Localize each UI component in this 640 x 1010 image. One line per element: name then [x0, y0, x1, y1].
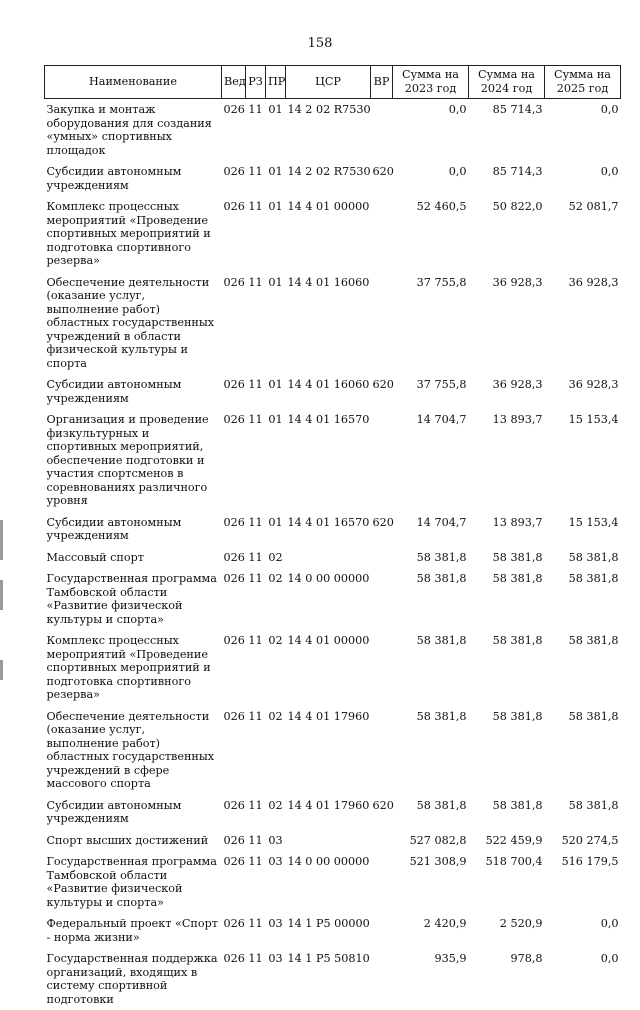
header-ved: Вед [222, 66, 246, 99]
row-rz: 11 [246, 99, 266, 162]
row-name: Спорт высших достижений [45, 830, 222, 852]
table-row [45, 795, 621, 830]
row-sum-2023: 14 704,7 [393, 512, 469, 547]
row-name: Субсидии автономным учреждениям [45, 374, 222, 409]
row-sum-2025: 0,0 [545, 99, 621, 162]
row-pr: 03 [266, 913, 286, 948]
row-sum-2025: 58 381,8 [545, 547, 621, 569]
row-sum-2024: 13 893,7 [469, 409, 545, 512]
row-vr [371, 913, 393, 948]
row-sum-2023: 52 460,5 [393, 196, 469, 272]
row-pr: 01 [266, 272, 286, 375]
row-sum-2024: 58 381,8 [469, 547, 545, 569]
margin-scan-mark [0, 660, 3, 680]
row-rz: 11 [246, 913, 266, 948]
row-name: Субсидии автономным учреждениям [45, 161, 222, 196]
table-row [45, 196, 621, 272]
row-ved: 026 [222, 913, 246, 948]
row-ved: 026 [222, 795, 246, 830]
row-sum-2024: 58 381,8 [469, 706, 545, 795]
row-sum-2025: 0,0 [545, 161, 621, 196]
row-sum-2023: 37 755,8 [393, 272, 469, 375]
row-csr: 14 4 01 16060 [286, 272, 371, 375]
header-csr: ЦСР [286, 66, 371, 99]
table-row [45, 161, 621, 196]
row-csr [286, 830, 371, 852]
table-row [45, 99, 621, 162]
row-vr [371, 851, 393, 913]
row-name: Государственная поддержка организаций, входящих в систему спортивной подготовки [45, 948, 222, 1010]
row-sum-2025: 15 153,4 [545, 409, 621, 512]
row-csr: 14 0 00 00000 [286, 568, 371, 630]
row-csr: 14 4 01 17960 [286, 706, 371, 795]
table-header-row [45, 66, 621, 99]
row-csr [286, 547, 371, 569]
row-vr [371, 630, 393, 706]
row-name: Закупка и монтаж оборудования для создания «умных» спортивных площадок [45, 99, 222, 162]
row-sum-2023: 58 381,8 [393, 568, 469, 630]
row-pr: 02 [266, 630, 286, 706]
row-sum-2025: 58 381,8 [545, 630, 621, 706]
row-sum-2023: 521 308,9 [393, 851, 469, 913]
row-sum-2025: 516 179,5 [545, 851, 621, 913]
table-row [45, 568, 621, 630]
row-sum-2023: 58 381,8 [393, 795, 469, 830]
table-row [45, 830, 621, 852]
table-row [45, 547, 621, 569]
row-sum-2024: 522 459,9 [469, 830, 545, 852]
row-name: Обеспечение деятельности (оказание услуг, выполнение работ) областных государственных учреждений в области физической культуры и спорта [45, 272, 222, 375]
row-ved: 026 [222, 196, 246, 272]
row-rz: 11 [246, 409, 266, 512]
table-row [45, 630, 621, 706]
row-rz: 11 [246, 547, 266, 569]
row-csr: 14 1 P5 50810 [286, 948, 371, 1010]
row-vr [371, 948, 393, 1010]
row-sum-2024: 978,8 [469, 948, 545, 1010]
table-row [45, 948, 621, 1010]
row-ved: 026 [222, 99, 246, 162]
header-sum-2023: Сумма на 2023 год [393, 66, 469, 99]
row-vr [371, 196, 393, 272]
row-sum-2023: 58 381,8 [393, 630, 469, 706]
row-vr [371, 547, 393, 569]
row-name: Субсидии автономным учреждениям [45, 512, 222, 547]
row-sum-2025: 520 274,5 [545, 830, 621, 852]
row-sum-2023: 58 381,8 [393, 706, 469, 795]
table-row [45, 851, 621, 913]
row-pr: 01 [266, 374, 286, 409]
row-sum-2025: 0,0 [545, 948, 621, 1010]
row-ved: 026 [222, 830, 246, 852]
row-sum-2023: 2 420,9 [393, 913, 469, 948]
row-rz: 11 [246, 948, 266, 1010]
row-rz: 11 [246, 196, 266, 272]
table-row [45, 512, 621, 547]
row-csr: 14 2 02 R7530 [286, 99, 371, 162]
row-sum-2025: 58 381,8 [545, 706, 621, 795]
row-ved: 026 [222, 568, 246, 630]
row-vr [371, 706, 393, 795]
row-vr [371, 99, 393, 162]
row-sum-2023: 14 704,7 [393, 409, 469, 512]
row-name: Государственная программа Тамбовской области «Развитие физической культуры и спорта» [45, 851, 222, 913]
header-sum-2025: Сумма на 2025 год [545, 66, 621, 99]
row-sum-2024: 58 381,8 [469, 630, 545, 706]
row-sum-2023: 0,0 [393, 99, 469, 162]
row-ved: 026 [222, 630, 246, 706]
row-rz: 11 [246, 161, 266, 196]
row-vr [371, 830, 393, 852]
row-sum-2023: 58 381,8 [393, 547, 469, 569]
row-sum-2024: 2 520,9 [469, 913, 545, 948]
row-sum-2024: 85 714,3 [469, 161, 545, 196]
row-rz: 11 [246, 795, 266, 830]
table-row [45, 706, 621, 795]
row-sum-2025: 58 381,8 [545, 795, 621, 830]
row-rz: 11 [246, 512, 266, 547]
row-vr [371, 568, 393, 630]
row-pr: 01 [266, 161, 286, 196]
row-sum-2024: 58 381,8 [469, 568, 545, 630]
row-pr: 01 [266, 409, 286, 512]
row-pr: 01 [266, 196, 286, 272]
row-sum-2023: 0,0 [393, 161, 469, 196]
header-vr: ВР [371, 66, 393, 99]
row-vr [371, 272, 393, 375]
row-name: Федеральный проект «Спорт - норма жизни» [45, 913, 222, 948]
row-rz: 11 [246, 706, 266, 795]
row-pr: 02 [266, 706, 286, 795]
row-vr: 620 [371, 512, 393, 547]
table-row [45, 272, 621, 375]
row-ved: 026 [222, 948, 246, 1010]
header-rz: РЗ [246, 66, 266, 99]
row-pr: 03 [266, 948, 286, 1010]
table-row [45, 913, 621, 948]
table-body [45, 99, 621, 1010]
row-name: Массовый спорт [45, 547, 222, 569]
table-row [45, 409, 621, 512]
row-sum-2025: 0,0 [545, 913, 621, 948]
row-rz: 11 [246, 374, 266, 409]
row-csr: 14 1 P5 00000 [286, 913, 371, 948]
row-ved: 026 [222, 409, 246, 512]
row-name: Комплекс процессных мероприятий «Проведение спортивных мероприятий и подготовка спортивного резерва» [45, 630, 222, 706]
row-pr: 02 [266, 795, 286, 830]
row-ved: 026 [222, 161, 246, 196]
margin-scan-mark [0, 580, 3, 610]
row-rz: 11 [246, 630, 266, 706]
budget-table [44, 65, 621, 1010]
row-sum-2025: 15 153,4 [545, 512, 621, 547]
row-pr: 01 [266, 99, 286, 162]
header-name: Наименование [45, 66, 222, 99]
margin-scan-mark [0, 520, 3, 560]
header-sum-2024: Сумма на 2024 год [469, 66, 545, 99]
row-vr: 620 [371, 374, 393, 409]
row-sum-2025: 58 381,8 [545, 568, 621, 630]
row-sum-2023: 37 755,8 [393, 374, 469, 409]
row-sum-2024: 13 893,7 [469, 512, 545, 547]
row-name: Комплекс процессных мероприятий «Проведение спортивных мероприятий и подготовка спортивного резерва» [45, 196, 222, 272]
row-vr: 620 [371, 795, 393, 830]
row-sum-2024: 36 928,3 [469, 374, 545, 409]
row-vr: 620 [371, 161, 393, 196]
row-csr: 14 4 01 17960 [286, 795, 371, 830]
row-ved: 026 [222, 272, 246, 375]
row-csr: 14 4 01 00000 [286, 630, 371, 706]
row-csr: 14 4 01 00000 [286, 196, 371, 272]
row-vr [371, 409, 393, 512]
row-rz: 11 [246, 830, 266, 852]
row-ved: 026 [222, 512, 246, 547]
row-sum-2024: 50 822,0 [469, 196, 545, 272]
row-pr: 02 [266, 568, 286, 630]
row-pr: 03 [266, 851, 286, 913]
row-name: Организация и проведение физкультурных и спортивных мероприятий, обеспечение подготовки и участия спортсменов в соревнованиях различного уровня [45, 409, 222, 512]
row-sum-2025: 36 928,3 [545, 272, 621, 375]
page-number: 158 [0, 36, 640, 51]
row-sum-2025: 52 081,7 [545, 196, 621, 272]
row-csr: 14 0 00 00000 [286, 851, 371, 913]
row-rz: 11 [246, 568, 266, 630]
row-name: Обеспечение деятельности (оказание услуг, выполнение работ) областных государственных учреждений в сфере массового спорта [45, 706, 222, 795]
header-pr: ПР [266, 66, 286, 99]
row-sum-2024: 58 381,8 [469, 795, 545, 830]
row-ved: 026 [222, 547, 246, 569]
row-sum-2024: 36 928,3 [469, 272, 545, 375]
row-csr: 14 4 01 16060 [286, 374, 371, 409]
row-ved: 026 [222, 374, 246, 409]
row-sum-2024: 518 700,4 [469, 851, 545, 913]
row-pr: 01 [266, 512, 286, 547]
row-csr: 14 4 01 16570 [286, 409, 371, 512]
row-sum-2023: 527 082,8 [393, 830, 469, 852]
row-sum-2023: 935,9 [393, 948, 469, 1010]
row-rz: 11 [246, 272, 266, 375]
row-sum-2024: 85 714,3 [469, 99, 545, 162]
row-rz: 11 [246, 851, 266, 913]
row-pr: 03 [266, 830, 286, 852]
row-sum-2025: 36 928,3 [545, 374, 621, 409]
row-name: Субсидии автономным учреждениям [45, 795, 222, 830]
table-row [45, 374, 621, 409]
row-ved: 026 [222, 851, 246, 913]
row-pr: 02 [266, 547, 286, 569]
row-ved: 026 [222, 706, 246, 795]
row-csr: 14 2 02 R7530 [286, 161, 371, 196]
row-name: Государственная программа Тамбовской области «Развитие физической культуры и спорта» [45, 568, 222, 630]
row-csr: 14 4 01 16570 [286, 512, 371, 547]
